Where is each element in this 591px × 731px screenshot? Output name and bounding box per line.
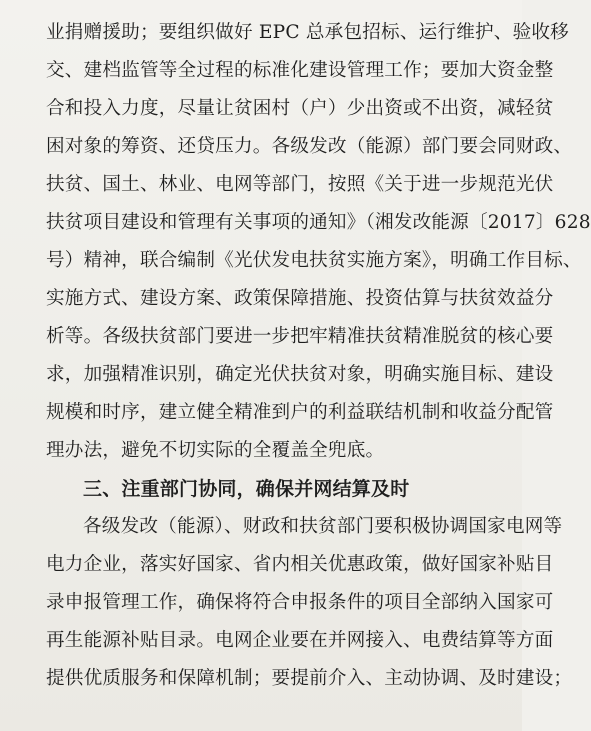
paragraph-line: 业捐赠援助；要组织做好 EPC 总承包招标、运行维护、验收移 xyxy=(46,22,569,43)
paragraph-line: 析等。各级扶贫部门要进一步把牢精准扶贫精准脱贫的核心要 xyxy=(46,326,554,347)
paragraph-line: 求，加强精准识别，确定光伏扶贫对象，明确实施目标、建设 xyxy=(46,364,554,385)
paragraph-line: 各级发改（能源）、财政和扶贫部门要积极协调国家电网等 xyxy=(83,516,563,537)
paragraph-line: 电力企业，落实好国家、省内相关优惠政策，做好国家补贴目 xyxy=(46,554,554,575)
paragraph-line: 合和投入力度，尽量让贫困村（户）少出资或不出资，减轻贫 xyxy=(46,98,554,119)
paragraph-line: 实施方式、建设方案、政策保障措施、投资估算与扶贫效益分 xyxy=(46,288,554,309)
section-heading: 三、注重部门协同，确保并网结算及时 xyxy=(83,478,410,500)
paragraph-line: 规模和时序，建立健全精准到户的利益联结机制和收益分配管 xyxy=(46,402,554,423)
paragraph-line: 扶贫、国土、林业、电网等部门，按照《关于进一步规范光伏 xyxy=(46,174,554,195)
paragraph-line: 理办法，避免不切实际的全覆盖全兜底。 xyxy=(46,440,385,461)
paragraph-line: 再生能源补贴目录。电网企业要在并网接入、电费结算等方面 xyxy=(46,630,554,651)
paragraph-line: 录申报管理工作，确保将符合申报条件的项目全部纳入国家可 xyxy=(46,592,554,613)
paragraph-line: 提供优质服务和保障机制；要提前介入、主动协调、及时建设； xyxy=(46,668,573,689)
paragraph-line: 困对象的筹资、还贷压力。各级发改（能源）部门要会同财政、 xyxy=(46,136,573,157)
paragraph-line: 扶贫项目建设和管理有关事项的通知》（湘发改能源〔2017〕628 xyxy=(46,212,591,233)
paragraph-line: 交、建档监管等全过程的标准化建设管理工作；要加大资金整 xyxy=(46,60,554,81)
paragraph-line: 号）精神，联合编制《光伏发电扶贫实施方案》，明确工作目标、 xyxy=(46,250,582,271)
